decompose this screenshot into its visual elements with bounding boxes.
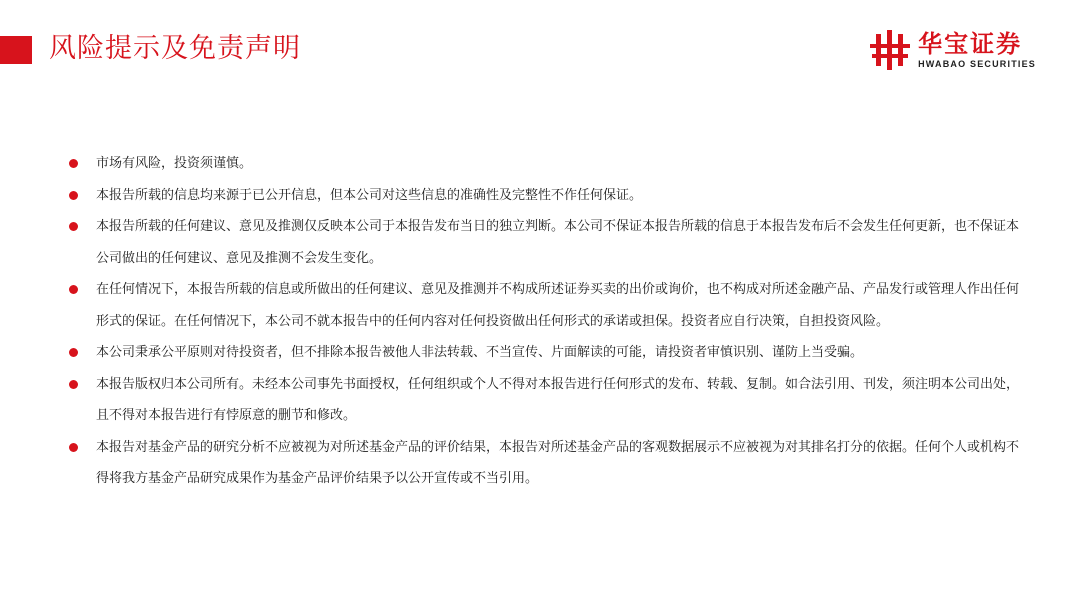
disclaimer-text: 本报告所载的信息均来源于已公开信息，但本公司对这些信息的准确性及完整性不作任何保证。 bbox=[96, 187, 643, 203]
disclaimer-item bbox=[66, 211, 1026, 274]
bullet-icon bbox=[69, 285, 78, 294]
bullet-icon bbox=[69, 443, 78, 452]
disclaimer-text: 在任何情况下，本报告所载的信息或所做出的任何建议、意见及推测并不构成所述证券买卖的出价或询价，也不构成对所述金融产品、产品发行或管理人作出任何形式的保证。在任何情况下，本公司不就本报告中的任何内容对任何投资做出任何形式的承诺或担保。投资者应自行决策，自担投资风险。 bbox=[96, 282, 1020, 329]
disclaimer-item bbox=[66, 274, 1026, 337]
disclaimer-text: 本报告对基金产品的研究分析不应被视为对所述基金产品的评价结果，本报告对所述基金产品的客观数据展示不应被视为对其排名打分的依据。任何个人或机构不得将我方基金产品研究成果作为基金产品评价结果予以公开宣传或不当引用。 bbox=[96, 439, 1020, 486]
disclaimer-item bbox=[66, 180, 1026, 212]
disclaimer-list bbox=[66, 148, 1026, 495]
bullet-icon bbox=[69, 191, 78, 200]
disclaimer-text: 本报告版权归本公司所有。未经本公司事先书面授权，任何组织或个人不得对本报告进行任何形式的发布、转载、复制。如合法引用、刊发，须注明本公司出处，且不得对本报告进行有悖原意的删节和修改。 bbox=[96, 376, 1020, 423]
logo-english-name: HWABAO SECURITIES bbox=[918, 59, 1036, 69]
disclaimer-item bbox=[66, 369, 1026, 432]
company-logo bbox=[870, 30, 1036, 70]
disclaimer-item bbox=[66, 148, 1026, 180]
bullet-icon bbox=[69, 222, 78, 231]
bullet-icon bbox=[69, 380, 78, 389]
bullet-icon bbox=[69, 159, 78, 168]
hwabao-logo-mark-icon bbox=[870, 30, 910, 70]
page-title: 风险提示及免责声明 bbox=[49, 33, 301, 64]
title-accent-bar bbox=[0, 36, 32, 64]
disclaimer-text: 本公司秉承公平原则对待投资者，但不排除本报告被他人非法转载、不当宣传、片面解读的可能，请投资者审慎识别、谨防上当受骗。 bbox=[96, 345, 864, 360]
disclaimer-item bbox=[66, 337, 1026, 369]
disclaimer-text: 本报告所载的任何建议、意见及推测仅反映本公司于本报告发布当日的独立判断。本公司不保证本报告所载的信息于本报告发布后不会发生任何更新，也不保证本公司做出的任何建议、意见及推测不会发生变化。 bbox=[96, 219, 1020, 266]
bullet-icon bbox=[69, 348, 78, 357]
disclaimer-text: 市场有风险，投资须谨慎。 bbox=[96, 156, 253, 171]
disclaimer-item bbox=[66, 432, 1026, 495]
logo-chinese-name: 华宝证券 bbox=[918, 30, 1023, 58]
